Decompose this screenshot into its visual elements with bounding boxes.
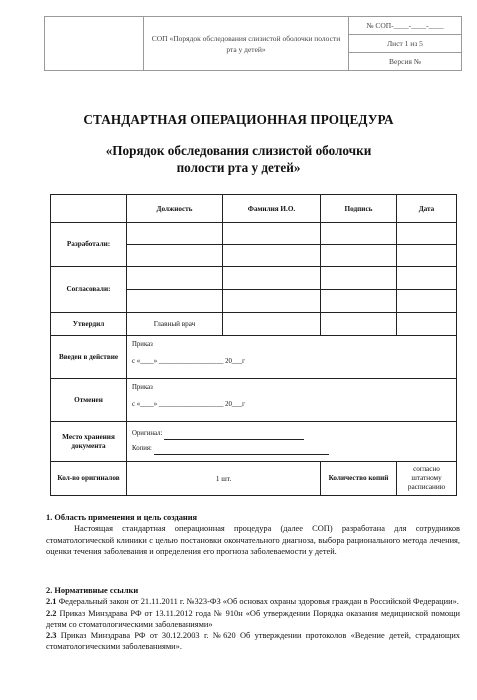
copies-count-label: Количество копий bbox=[321, 462, 397, 496]
cancelled-date: с «____» ___________________ 20___г bbox=[132, 401, 245, 408]
approved-name bbox=[223, 313, 321, 336]
row-developed-label: Разработали: bbox=[51, 223, 127, 267]
header-empty-cell bbox=[51, 195, 127, 223]
section-2-heading: 2. Нормативные ссылки bbox=[46, 586, 139, 595]
row-agreed-label: Согласовали: bbox=[51, 267, 127, 313]
developed-date bbox=[397, 223, 457, 267]
reference-2 bbox=[46, 608, 460, 631]
introduced-order bbox=[127, 336, 457, 379]
row-introduced-label: Введен в действие bbox=[51, 336, 127, 379]
reference-1 bbox=[46, 596, 460, 607]
col-position: Должность bbox=[127, 195, 223, 223]
col-name: Фамилия И.О. bbox=[223, 195, 321, 223]
agreed-name bbox=[223, 267, 321, 313]
approved-date bbox=[397, 313, 457, 336]
subtitle-line-1: «Порядок обследования слизистой оболочки bbox=[105, 143, 372, 158]
reference-3 bbox=[46, 630, 460, 653]
header-sop-title: СОП «Порядок обследования слизистой оболочки полости рта у детей» bbox=[144, 17, 349, 71]
document-title: СТАНДАРТНАЯ ОПЕРАЦИОННАЯ ПРОЦЕДУРА bbox=[83, 112, 394, 127]
copies-line bbox=[154, 446, 329, 455]
col-date: Дата bbox=[397, 195, 457, 223]
reference-1-number: 2.1 bbox=[46, 597, 57, 607]
agreed-signature bbox=[321, 267, 397, 313]
developed-position bbox=[127, 223, 223, 267]
section-2 bbox=[46, 585, 460, 653]
reference-2-text: Приказ Минздрава РФ от 13.11.2012 года № 910н «Об утверждении Порядка оказания медицинской помощи детям со стоматологическими заболеваниями» bbox=[46, 608, 460, 629]
approval-table bbox=[50, 194, 457, 496]
section-1 bbox=[46, 512, 460, 557]
row-storage-label: Место хранения документа bbox=[51, 422, 127, 462]
document-header bbox=[44, 16, 462, 71]
row-cancelled-label: Отменен bbox=[51, 379, 127, 422]
original-label: Оригинал: bbox=[132, 430, 163, 437]
developed-signature bbox=[321, 223, 397, 267]
originals-value: 1 шт. bbox=[127, 462, 321, 496]
reference-3-text: Приказ Минздрава РФ от 30.12.2003 г. №620 Об утверждении протоколов «Ведение детей, страдающих стоматологическими заболеваниями». bbox=[46, 631, 460, 652]
header-sheet: Лист 1 из 5 bbox=[349, 35, 462, 53]
agreed-date bbox=[397, 267, 457, 313]
reference-3-number: 2.3 bbox=[46, 631, 57, 641]
subtitle-line-2: полости рта у детей» bbox=[176, 160, 301, 175]
cancelled-order-label: Приказ bbox=[132, 384, 153, 391]
approved-signature bbox=[321, 313, 397, 336]
section-1-text: Настоящая стандартная операционная процедура (далее СОП) разработана для сотрудников стоматологической клиники с целью постановки окончательного диагноза, выбора рационального метода лечения, оценки течения заболевания и определения его прогноза заболеваемости у детей. bbox=[46, 524, 460, 556]
storage-cell bbox=[127, 422, 457, 462]
agreed-position bbox=[127, 267, 223, 313]
reference-2-number: 2.2 bbox=[46, 608, 57, 618]
developed-name bbox=[223, 223, 321, 267]
document-subtitle bbox=[0, 142, 477, 176]
row-approved-label: Утвердил bbox=[51, 313, 127, 336]
introduced-order-label: Приказ bbox=[132, 341, 153, 348]
header-sop-number: № СОП-____-____-____ bbox=[349, 17, 462, 35]
copies-label: Копия: bbox=[132, 445, 152, 452]
row-originals-count-label: Кол-во оригиналов bbox=[51, 462, 127, 496]
original-line bbox=[164, 431, 304, 440]
reference-1-text: Федеральный закон от 21.11.2011 г. №323-ФЗ «Об основах охраны здоровья граждан в Российской Федерации». bbox=[56, 597, 459, 607]
section-1-heading: 1. Область применения и цель создания bbox=[46, 513, 198, 522]
header-logo-cell bbox=[45, 17, 144, 71]
cancelled-order bbox=[127, 379, 457, 422]
col-signature: Подпись bbox=[321, 195, 397, 223]
approved-position: Главный врач bbox=[127, 313, 223, 336]
copies-value: согласно штатному расписанию bbox=[397, 462, 457, 496]
introduced-date: с «____» ___________________ 20___г bbox=[132, 358, 245, 365]
header-version: Версия № bbox=[349, 53, 462, 71]
